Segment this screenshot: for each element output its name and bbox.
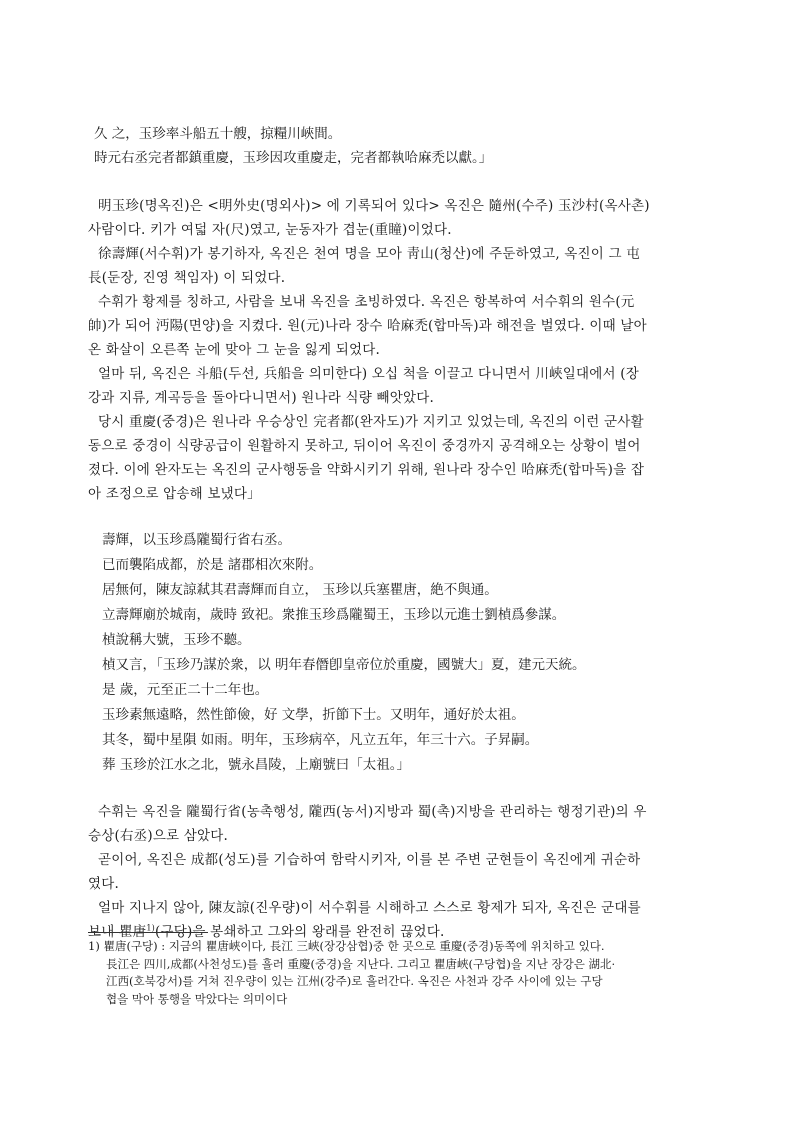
footnote-line: 江西(호북강서)를 거쳐 진우량이 있는 江州(강주)로 흘러간다. 옥진은 사천과 강주 사이에 있는 구당	[106, 974, 603, 988]
text-line: 楨說稱大號，玉珍不聽。	[102, 632, 251, 648]
text-line: 壽輝，以玉珍爲隴蜀行省右丞。	[102, 532, 291, 548]
text-line: 졌다. 이에 완자도는 옥진의 군사행동을 약화시키기 위해, 원나라 장수인 哈麻禿(합마독)을 잡	[88, 462, 645, 478]
text-line: 葬 玉珍於江水之北，號永昌陵，上廟號曰「太祖。」	[102, 757, 411, 773]
text-line: 곧이어, 옥진은 成都(성도)를 기습하여 함락시키자, 이를 본 주변 군현들이 옥진에게 귀순하	[98, 852, 641, 868]
text-line: 玉珍素無遠略，然性節儉，好 文學，折節下士。又明年，通好於太祖。	[102, 707, 525, 723]
footnote-line: 협을 막아 통행을 막았다는 의미이다	[106, 991, 288, 1006]
text-line: 였다.	[88, 876, 119, 892]
footnote	[88, 938, 728, 1008]
text-line: 승상(右丞)으로 삼았다.	[88, 828, 229, 844]
text-line: 立壽輝廟於城南，歲時 致祀。衆推玉珍爲隴蜀王，玉珍以元進士劉楨爲參謀。	[102, 607, 566, 623]
text-line: 是 歲，元至正二十二年也。	[102, 682, 269, 698]
text-line: 徐壽輝(서수휘)가 봉기하자, 옥진은 천여 명을 모아 靑山(청산)에 주둔하였고, 옥진이 그 屯	[98, 246, 640, 262]
text-line: 時元右丞完者都鎮重慶，玉珍因攻重慶走，完者都執哈麻禿以獻。」	[94, 150, 493, 166]
text-line: 楨又言，「玉珍乃謀於衆，以 明年春僭卽皇帝位於重慶，國號大」夏，建元天統。	[102, 657, 586, 673]
text-line: 其冬，蜀中星隕 如雨。明年，玉珍病卒，凡立五年，年三十六。子昇嗣。	[102, 732, 539, 748]
text-line: 居無何，陳友諒弒其君壽輝而自立， 玉珍以兵塞瞿唐，絶不與通。	[102, 582, 498, 598]
text-line: 사람이다. 키가 여덟 자(尺)였고, 눈동자가 겹눈(重瞳)이었다.	[88, 222, 452, 238]
footnote-line: 長江은 四川,成都(사천성도)를 흘러 重慶(중경)을 지난다. 그리고 瞿唐峽(구당협)을 지난 장강은 湖北·	[106, 956, 616, 971]
text-line: 帥)가 되어 沔陽(면양)을 지켰다. 원(元)나라 장수 哈麻禿(합마독)과 해전을 벌였다. 이때 날아	[88, 318, 647, 334]
text-line: 明玉珍(명옥진)은 <明外史(명외사)> 에 기록되어 있다> 옥진은 隨州(수주) 玉沙村(옥사촌)	[98, 198, 650, 214]
text-line: 온 화살이 오른쪽 눈에 맞아 그 눈을 잃게 되었다.	[88, 342, 380, 358]
text-segment: 보내 瞿唐	[88, 924, 147, 940]
text-line: 얼마 지나지 않아, 陳友諒(진우량)이 서수휘를 시해하고 스스로 황제가 되자, 옥진은 군대를	[98, 900, 641, 916]
text-line: 아 조정으로 압송해 보냈다」	[88, 486, 261, 502]
text-line: 久 之，玉珍率斗船五十艘，掠糧川峽間。	[94, 126, 342, 142]
korean-translation-1	[88, 194, 718, 506]
text-line: 얼마 뒤, 옥진은 斗船(두선, 兵船을 의미한다) 오십 척을 이끌고 다니면서 川峽일대에서 (장	[98, 366, 639, 382]
text-segment: (구당)을 봉쇄하고 그와의 왕래를 완전히 끊었다.	[155, 924, 445, 940]
quote-block-chinese	[88, 528, 718, 778]
footnote-divider	[88, 932, 208, 933]
page-body	[88, 122, 718, 944]
text-line: 已而襲陷成都，於是 諸郡相次來附。	[102, 557, 323, 573]
text-line: 수휘는 옥진을 隴蜀行省(농촉행성, 隴西(농서)지방과 蜀(촉)지방을 관리하는 행정기관)의 우	[98, 804, 647, 820]
text-line: 수휘가 황제를 칭하고, 사람을 보내 옥진을 초빙하였다. 옥진은 항복하여 서수휘의 원수(元	[98, 294, 635, 310]
text-line: 동으로 중경이 식량공급이 원활하지 못하고, 뒤이어 옥진이 중경까지 공격해오는 상황이 벌어	[88, 438, 641, 454]
text-line: 당시 重慶(중경)은 원나라 우승상인 完者都(완자도)가 지키고 있었는데, 옥진의 이런 군사활	[98, 414, 644, 430]
text-line: 長(둔장, 진영 책임자) 이 되었다.	[88, 270, 286, 286]
korean-translation-2	[88, 800, 718, 944]
text-line: 강과 지류, 계곡등을 돌아다니면서) 원나라 식량 빼앗았다.	[88, 390, 434, 406]
footnote-line: 1) 瞿唐(구당) : 지금의 瞿唐峽이다, 長江 三峽(장강삼협)중 한 곳으로 重慶(중경)동쪽에 위치하고 있다.	[88, 939, 605, 953]
quote-block-top	[88, 122, 718, 170]
footnote-reference[interactable]: 1)	[146, 923, 155, 933]
